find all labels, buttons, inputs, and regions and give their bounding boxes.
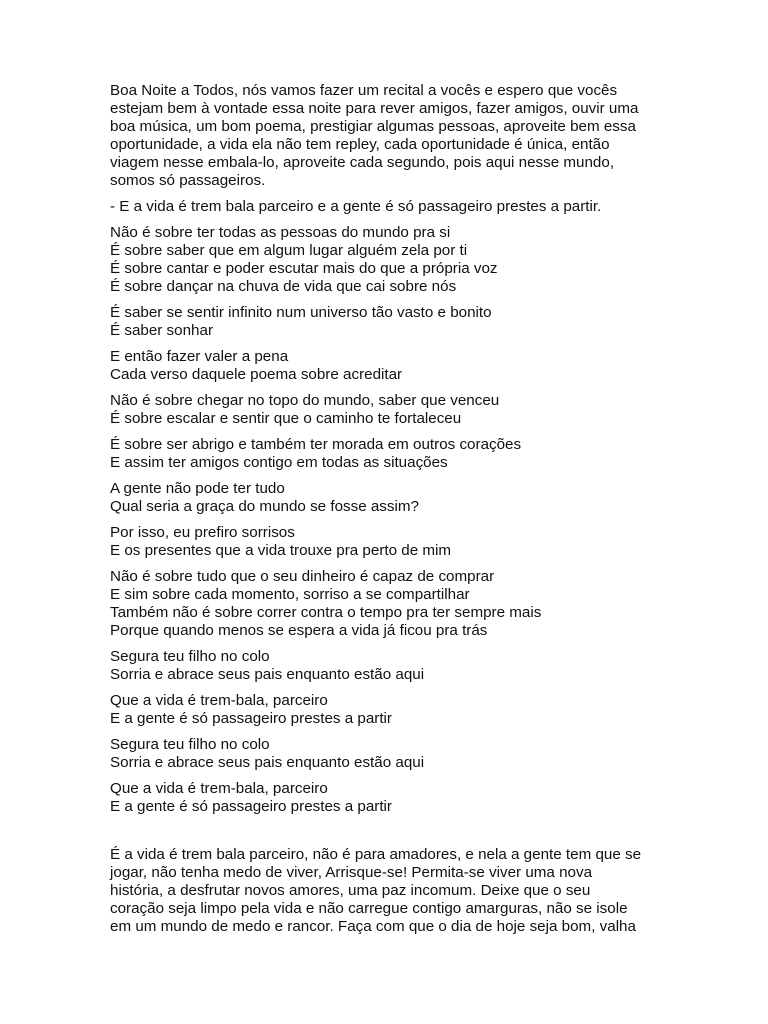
verse-line: Não é sobre ter todas as pessoas do mundo pra si bbox=[110, 224, 451, 241]
text-line: jogar, não tenha medo de viver, Arrisque-se! Permita-se viver uma nova bbox=[110, 864, 593, 881]
verse-line: Que a vida é trem-bala, parceiro bbox=[110, 692, 328, 709]
poem-stanza-11 bbox=[110, 736, 670, 772]
text-line: Boa Noite a Todos, nós vamos fazer um recital a vocês e espero que vocês bbox=[110, 82, 618, 99]
verse-line: E então fazer valer a pena bbox=[110, 348, 289, 365]
intro-paragraph bbox=[110, 82, 670, 190]
poem-stanza-9 bbox=[110, 648, 670, 684]
verse-line: Também não é sobre correr contra o tempo pra ter sempre mais bbox=[110, 604, 542, 621]
verse-line: É sobre dançar na chuva de vida que cai sobre nós bbox=[110, 278, 457, 295]
poem-stanza-10 bbox=[110, 692, 670, 728]
poem-stanza-2 bbox=[110, 304, 670, 340]
verse-line: Porque quando menos se espera a vida já ficou pra trás bbox=[110, 622, 488, 639]
verse-line: É sobre ser abrigo e também ter morada em outros corações bbox=[110, 436, 522, 453]
verse-line: Segura teu filho no colo bbox=[110, 736, 270, 753]
verse-line: É sobre escalar e sentir que o caminho te fortaleceu bbox=[110, 410, 462, 427]
verse-line: É sobre saber que em algum lugar alguém zela por ti bbox=[110, 242, 468, 259]
verse-line: Cada verso daquele poema sobre acreditar bbox=[110, 366, 403, 383]
verse-line: E assim ter amigos contigo em todas as situações bbox=[110, 454, 448, 471]
verse-line: Sorria e abrace seus pais enquanto estão aqui bbox=[110, 754, 425, 771]
verse-line: E sim sobre cada momento, sorriso a se compartilhar bbox=[110, 586, 470, 603]
poem-stanza-3 bbox=[110, 348, 670, 384]
opening-line bbox=[110, 198, 670, 216]
verse-line: E a gente é só passageiro prestes a partir bbox=[110, 710, 392, 727]
verse-line: Segura teu filho no colo bbox=[110, 648, 270, 665]
verse-line: É saber se sentir infinito num universo tão vasto e bonito bbox=[110, 304, 492, 321]
poem-stanza-7 bbox=[110, 524, 670, 560]
document-page bbox=[110, 82, 670, 944]
text-line: história, a desfrutar novos amores, uma paz incomum. Deixe que o seu bbox=[110, 882, 591, 899]
text-line: coração seja limpo pela vida e não carregue contigo amarguras, não se isole bbox=[110, 900, 628, 917]
text-line: - E a vida é trem bala parceiro e a gente é só passageiro prestes a partir. bbox=[110, 198, 602, 215]
poem-stanza-4 bbox=[110, 392, 670, 428]
verse-line: E os presentes que a vida trouxe pra perto de mim bbox=[110, 542, 452, 559]
verse-line: Não é sobre tudo que o seu dinheiro é capaz de comprar bbox=[110, 568, 495, 585]
verse-line: Qual seria a graça do mundo se fosse assim? bbox=[110, 498, 419, 515]
verse-line: Não é sobre chegar no topo do mundo, saber que venceu bbox=[110, 392, 500, 409]
text-line: em um mundo de medo e rancor. Faça com que o dia de hoje seja bom, valha bbox=[110, 918, 636, 935]
verse-line: A gente não pode ter tudo bbox=[110, 480, 285, 497]
text-line: boa música, um bom poema, prestigiar algumas pessoas, aproveite bem essa bbox=[110, 118, 636, 135]
verse-line: Por isso, eu prefiro sorrisos bbox=[110, 524, 295, 541]
poem-stanza-6 bbox=[110, 480, 670, 516]
text-line: viagem nesse embala-lo, aproveite cada segundo, pois aqui nesse mundo, bbox=[110, 154, 615, 171]
poem-stanza-5 bbox=[110, 436, 670, 472]
verse-line: E a gente é só passageiro prestes a partir bbox=[110, 798, 392, 815]
verse-line: É saber sonhar bbox=[110, 322, 213, 339]
verse-line: Que a vida é trem-bala, parceiro bbox=[110, 780, 328, 797]
text-line: É a vida é trem bala parceiro, não é para amadores, e nela a gente tem que se bbox=[110, 846, 642, 863]
verse-line: É sobre cantar e poder escutar mais do que a própria voz bbox=[110, 260, 498, 277]
text-line: estejam bem à vontade essa noite para rever amigos, fazer amigos, ouvir uma bbox=[110, 100, 639, 117]
poem-stanza-12 bbox=[110, 780, 670, 816]
text-line: somos só passageiros. bbox=[110, 172, 266, 189]
text-line: oportunidade, a vida ela não tem repley, cada oportunidade é única, então bbox=[110, 136, 610, 153]
closing-paragraph bbox=[110, 846, 670, 936]
verse-line: Sorria e abrace seus pais enquanto estão aqui bbox=[110, 666, 425, 683]
poem-stanza-8 bbox=[110, 568, 670, 640]
poem-stanza-1 bbox=[110, 224, 670, 296]
